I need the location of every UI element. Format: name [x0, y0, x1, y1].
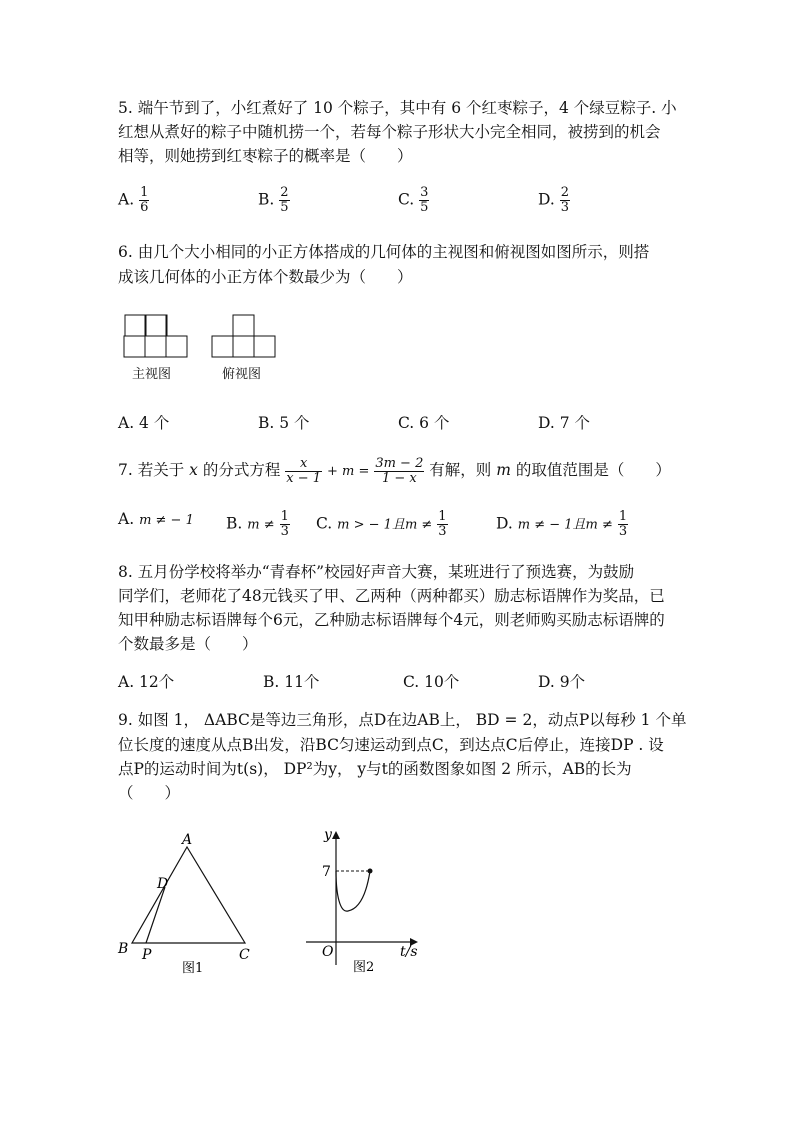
q8-option-d: D. 9个 [538, 673, 586, 691]
front-view-figure [120, 315, 187, 357]
q6-line-1: 6. 由几个大小相同的小正方体搭成的几何体的主视图和俯视图如图所示，则搭 [118, 243, 650, 261]
origin-label: O [322, 944, 334, 960]
q5-option-b: B. $\frac{2}{5}$ [258, 185, 289, 215]
label-a: A [182, 832, 193, 848]
q9-line-4: （ ） [118, 784, 181, 802]
q6-option-b: B. 5 个 [258, 414, 310, 432]
q7-option-a: A. m ≠ − 1 [118, 510, 194, 528]
front-view-caption: 主视图 [132, 367, 172, 382]
q7-fraction-1: $\frac{x}{x - 1}$ [286, 455, 322, 486]
q5-line-1: 5. 端午节到了，小红煮好了 10 个粽子，其中有 6 个红枣粽子，4 个绿豆粽子. 小 [118, 99, 677, 117]
q9-figure-2 [300, 825, 430, 975]
q7-option-d: D. m ≠ − 1且m ≠ $\frac{1}{3}$ [496, 509, 628, 539]
curve [336, 871, 370, 911]
x-axis-label: t/s [400, 944, 418, 960]
q8-option-c: C. 10个 [403, 673, 460, 691]
q9-figure-1 [112, 830, 262, 975]
figure-1-caption: 图1 [182, 961, 204, 975]
top-view-figure [212, 315, 275, 357]
q8-line-2: 同学们，老师花了48元钱买了甲、乙两种（两种都买）励志标语牌作为奖品，已 [118, 587, 665, 605]
top-view-caption: 俯视图 [222, 367, 262, 382]
q5-line-3: 相等，则她捞到红枣粽子的概率是（ ） [118, 147, 413, 165]
q5-option-c: C. $\frac{3}{5}$ [398, 185, 429, 215]
q8-option-a: A. 12个 [118, 673, 175, 691]
q7-stem: 7. 若关于 x 的分式方程 $\frac{x}{x - 1}$ + m = $\frac{3m - 2}{1 - x}$ 有解，则 m 的取值范围是（ ） [118, 455, 671, 486]
q8-line-4: 个数最多是（ ） [118, 635, 258, 653]
q8-line-3: 知甲种励志标语牌每个6元，乙种励志标语牌每个4元，则老师购买励志标语牌的 [118, 611, 665, 629]
q6-option-d: D. 7 个 [538, 414, 591, 432]
q9-line-3: 点P的运动时间为t(s)， DP²为y， y与t的函数图象如图 2 所示，AB的长为 [118, 760, 632, 778]
q7-fraction-2: $\frac{3m - 2}{1 - x}$ [375, 455, 424, 486]
q5-option-a: A. $\frac{1}{6}$ [118, 185, 149, 215]
y-axis-arrow [332, 831, 340, 839]
label-p: P [142, 947, 152, 963]
q6-line-2: 成该几何体的小正方体个数最少为（ ） [118, 268, 413, 286]
label-c: C [239, 947, 250, 963]
q5-line-2: 红想从煮好的粽子中随机捞一个，若每个粽子形状大小完全相同，被捞到的机会 [118, 123, 661, 141]
q7-option-b: B. m ≠ $\frac{1}{3}$ [226, 509, 289, 539]
endpoint [368, 869, 373, 874]
label-d: D [157, 876, 169, 892]
q9-line-1: 9. 如图 1， ΔABC是等边三角形，点D在边AB上， BD = 2，动点P以每秒 1 个单 [118, 711, 687, 729]
segment-dp [146, 887, 165, 943]
label-b: B [118, 941, 129, 957]
q6-views-figure [120, 312, 290, 362]
y-axis-label: y [324, 827, 332, 843]
q6-option-a: A. 4 个 [118, 414, 170, 432]
q5-option-d: D. $\frac{2}{3}$ [538, 185, 570, 215]
q8-line-1: 8. 五月份学校将举办“青春杯”校园好声音大赛，某班进行了预选赛，为鼓励 [118, 563, 635, 581]
figure-2-caption: 图2 [353, 960, 375, 975]
q7-option-c: C. m > − 1且m ≠ $\frac{1}{3}$ [316, 509, 447, 539]
q6-option-c: C. 6 个 [398, 414, 450, 432]
q9-line-2: 位长度的速度从点B出发，沿BC匀速运动到点C，到达点C后停止，连接DP . 设 [118, 736, 664, 754]
tick-7-label: 7 [322, 864, 331, 880]
q8-option-b: B. 11个 [263, 673, 320, 691]
triangle-abc [132, 847, 245, 943]
